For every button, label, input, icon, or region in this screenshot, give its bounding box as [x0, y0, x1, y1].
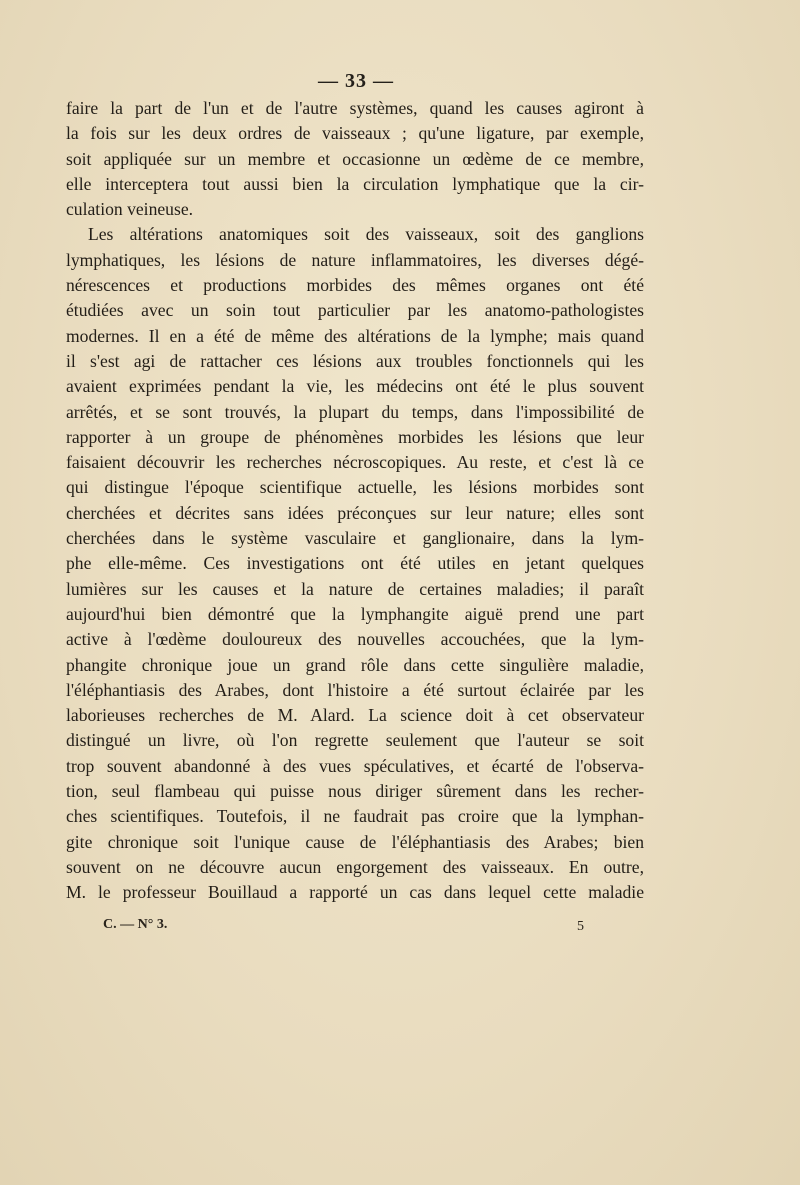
text-line: phe elle-même. Ces investigations ont été utiles en jetant quelques	[66, 553, 644, 574]
text-line: lymphatiques, les lésions de nature inflammatoires, les diverses dégé-	[66, 249, 644, 270]
text-line: souvent on ne découvre aucun engorgement des vaisseaux. En outre,	[66, 856, 644, 877]
text-line: modernes. Il en a été de même des altérations de la lymphe; mais quand	[66, 325, 644, 346]
text-line: laborieuses recherches de M. Alard. La science doit à cet observateur	[66, 705, 644, 726]
page-number: — 33 —	[318, 70, 394, 92]
text-line: l'éléphantiasis des Arabes, dont l'histoire a été surtout éclairée par les	[66, 679, 644, 700]
text-line: nérescences et productions morbides des mêmes organes ont été	[66, 275, 644, 296]
text-line: distingué un livre, où l'on regrette seulement que l'auteur se soit	[66, 730, 644, 751]
text-line: faire la part de l'un et de l'autre systèmes, quand les causes agiront à	[66, 98, 644, 118]
text-line: arrêtés, et se sont trouvés, la plupart du temps, dans l'impossibilité de	[66, 401, 644, 422]
text-line: gite chronique soit l'unique cause de l'éléphantiasis des Arabes; bien	[66, 831, 644, 852]
paragraph	[66, 96, 644, 222]
text-line: elle interceptera tout aussi bien la circulation lymphatique que la cir-	[66, 173, 644, 194]
text-line: soit appliquée sur un membre et occasionne un œdème de ce membre,	[66, 148, 644, 169]
text-line: active à l'œdème douloureux des nouvelles accouchées, que la lym-	[66, 629, 644, 650]
text-line: lumières sur les causes et la nature de certaines maladies; il paraît	[66, 578, 644, 599]
text-line: qui distingue l'époque scientifique actuelle, les lésions morbides sont	[66, 477, 644, 498]
text-line: cherchées dans le système vasculaire et ganglionaire, dans la lym-	[66, 528, 644, 549]
gathering-number: 5	[577, 919, 584, 934]
signature-mark: C. — N° 3.	[103, 917, 168, 932]
text-line: Les altérations anatomiques soit des vaisseaux, soit des ganglions	[88, 224, 644, 245]
text-line: avaient exprimées pendant la vie, les médecins ont été le plus souvent	[66, 376, 644, 397]
text-line: culation veineuse.	[66, 199, 194, 220]
text-line: phangite chronique joue un grand rôle dans cette singulière maladie,	[66, 654, 644, 675]
text-line: aujourd'hui bien démontré que la lymphangite aiguë prend une part	[66, 603, 644, 624]
text-line: ches scientifiques. Toutefois, il ne faudrait pas croire que la lymphan-	[66, 806, 644, 827]
text-line: tion, seul flambeau qui puisse nous diriger sûrement dans les recher-	[66, 781, 644, 802]
text-line: étudiées avec un soin tout particulier par les anatomo-pathologistes	[66, 300, 644, 321]
text-line: trop souvent abandonné à des vues spéculatives, et écarté de l'observa-	[66, 755, 644, 776]
text-line: M. le professeur Bouillaud a rapporté un cas dans lequel cette maladie	[66, 882, 644, 903]
text-line: la fois sur les deux ordres de vaisseaux ; qu'une ligature, par exemple,	[66, 123, 644, 144]
text-line: il s'est agi de rattacher ces lésions aux troubles fonctionnels qui les	[66, 350, 644, 371]
text-line: cherchées et décrites sans idées préconçues sur leur nature; elles sont	[66, 502, 644, 523]
body-text	[66, 96, 644, 906]
text-line: faisaient découvrir les recherches nécroscopiques. Au reste, et c'est là ce	[66, 452, 644, 473]
text-line: rapporter à un groupe de phénomènes morbides les lésions que leur	[66, 426, 644, 447]
paragraph	[66, 222, 644, 905]
